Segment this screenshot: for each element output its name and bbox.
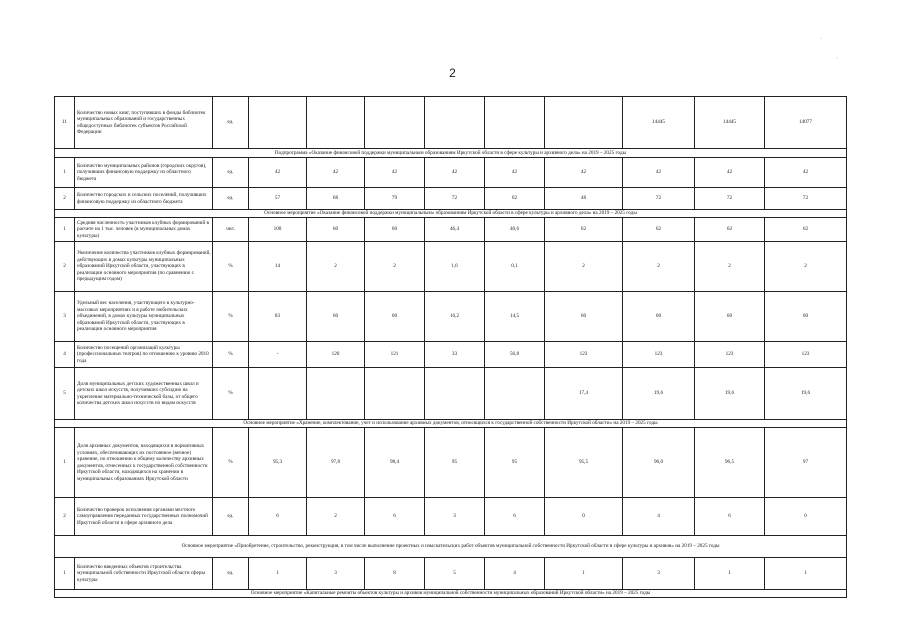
indicator-name-cell: Доля муниципальных детских художественных школ и детских школ искусств, получивших субсидию на укрепление материально-технической базы, от общего количества детских школ искусств по видам искусств — [75, 368, 213, 420]
value-cell: 42 — [485, 158, 545, 188]
value-cell — [249, 97, 307, 149]
value-cell: 5 — [425, 558, 485, 590]
row-number-cell: 2 — [55, 242, 75, 292]
value-cell: 57 — [249, 188, 307, 210]
value-cell: 6 — [485, 498, 545, 536]
row-number-cell: 11 — [55, 97, 75, 149]
value-cell: 19,6 — [623, 368, 695, 420]
value-cell: 97,8 — [307, 428, 365, 498]
value-cell: 16,2 — [425, 292, 485, 342]
indicator-name-cell: Средняя численность участников клубных формирований в расчете на 1 тыс. человек (в муниципальных домах культуры) — [75, 218, 213, 242]
value-cell: 1 — [765, 558, 847, 590]
unit-cell: % — [213, 342, 249, 368]
value-cell: 2 — [365, 242, 425, 292]
unit-cell: ед. — [213, 188, 249, 210]
value-cell: 1 — [249, 558, 307, 590]
value-cell: 95,5 — [545, 428, 623, 498]
value-cell: 48 — [545, 188, 623, 210]
indicator-name-cell: Количество проверок исполнения органами местного самоуправления переданных государственных полномочий Иркутской области в сфере архивного дела — [75, 498, 213, 536]
value-cell: 62 — [545, 218, 623, 242]
row-number-cell: 1 — [55, 218, 75, 242]
value-cell: 6 — [365, 498, 425, 536]
value-cell: 4 — [623, 498, 695, 536]
section-row — [55, 536, 847, 558]
value-cell: 95,3 — [249, 428, 307, 498]
scan-speck: · — [836, 56, 838, 62]
value-cell: - — [249, 342, 307, 368]
value-cell: 14445 — [623, 97, 695, 149]
value-cell — [365, 97, 425, 149]
value-cell: 3 — [307, 558, 365, 590]
unit-cell: ед. — [213, 498, 249, 536]
value-cell: 0,1 — [485, 242, 545, 292]
value-cell: 0 — [765, 498, 847, 536]
value-cell: 68 — [307, 188, 365, 210]
value-cell: 42 — [765, 158, 847, 188]
unit-cell: % — [213, 428, 249, 498]
value-cell: 123 — [623, 342, 695, 368]
value-cell: 14 — [249, 242, 307, 292]
table-row — [55, 292, 847, 342]
value-cell: 95 — [485, 428, 545, 498]
value-cell: 42 — [623, 158, 695, 188]
table-row — [55, 188, 847, 210]
section-title: Подпрограмма «Оказание финансовой поддержки муниципальным образованиям Иркутской области в сфере культуры и архивного дела» на 2019 – 2025 годы — [55, 149, 847, 158]
indicator-name-cell: Увеличение количества участников клубных формирований, действующих в домах культуры муниципальных образований Иркутской области, участвующих в реализации основного мероприятия (по сравнению с предыдущим годом) — [75, 242, 213, 292]
unit-cell: % — [213, 292, 249, 342]
section-title: Основное мероприятие «Оказание финансовой поддержки муниципальным» образованиям Иркутской области в сфере культуры и архивного дела» на 2019 – 2025 годы — [55, 210, 847, 218]
value-cell — [365, 368, 425, 420]
value-cell: 1,6 — [425, 242, 485, 292]
unit-cell: ед. — [213, 97, 249, 149]
value-cell: 60 — [365, 292, 425, 342]
table-row — [55, 558, 847, 590]
indicator-name-cell: Количество новых книг, поступивших в фонды библиотек муниципальных образований и государственных общедоступных библиотек субъектов Российской Федерации — [75, 97, 213, 149]
value-cell: 14445 — [695, 97, 765, 149]
section-title: Основное мероприятие «Приобретение, строительство, реконструкция, в том числе выполнение проектных и изыскательских работ объектов муниципальной собственности Иркутской области в сфере культуры и архивов» на 2019 – 2025 годы — [55, 536, 847, 558]
value-cell: 19,6 — [695, 368, 765, 420]
value-cell: 121 — [365, 342, 425, 368]
value-cell: 6 — [695, 498, 765, 536]
value-cell: 98,4 — [365, 428, 425, 498]
section-row — [55, 210, 847, 218]
value-cell: 60 — [307, 292, 365, 342]
row-number-cell: 2 — [55, 498, 75, 536]
unit-cell: % — [213, 242, 249, 292]
value-cell: 2 — [545, 242, 623, 292]
value-cell: 100 — [249, 218, 307, 242]
value-cell: 2 — [623, 242, 695, 292]
value-cell: 40,6 — [485, 218, 545, 242]
row-number-cell: 1 — [55, 158, 75, 188]
value-cell: 79 — [365, 188, 425, 210]
value-cell: 1 — [695, 558, 765, 590]
value-cell: 56,8 — [485, 342, 545, 368]
page-number: 2 — [449, 66, 456, 80]
value-cell: 60 — [307, 218, 365, 242]
value-cell: 42 — [545, 158, 623, 188]
value-cell: 42 — [249, 158, 307, 188]
value-cell: 8 — [365, 558, 425, 590]
value-cell: 60 — [545, 292, 623, 342]
value-cell: 72 — [623, 188, 695, 210]
table-row — [55, 368, 847, 420]
value-cell: 17,4 — [545, 368, 623, 420]
value-cell: 42 — [307, 158, 365, 188]
value-cell: 96,0 — [623, 428, 695, 498]
value-cell: 62 — [485, 188, 545, 210]
row-number-cell: 2 — [55, 188, 75, 210]
value-cell: 72 — [765, 188, 847, 210]
value-cell: 60 — [365, 218, 425, 242]
value-cell: 2 — [765, 242, 847, 292]
value-cell — [425, 368, 485, 420]
section-row — [55, 149, 847, 158]
value-cell: 62 — [765, 218, 847, 242]
indicator-name-cell: Удельный вес населения, участвующего в культурно-массовых мероприятиях и в работе любительских объединений, в домах культуры муниципальных образований Иркутской области, участвующих в реализации основного мероприятия — [75, 292, 213, 342]
value-cell: 4 — [485, 558, 545, 590]
value-cell: 95 — [425, 428, 485, 498]
indicator-name-cell: Количество муниципальных районов (городских округов), получивших финансовую поддержку из областного бюджета — [75, 158, 213, 188]
value-cell: 123 — [545, 342, 623, 368]
section-row — [55, 420, 847, 428]
value-cell — [307, 97, 365, 149]
table-row — [55, 158, 847, 188]
table-row — [55, 342, 847, 368]
value-cell: 72 — [425, 188, 485, 210]
section-title: Основное мероприятие «Капитальные ремонты объектов культуры и архивов муниципальной собственности муниципальных образований Иркутской области» на 2019 – 2025 годы — [55, 590, 847, 598]
value-cell: 46,4 — [425, 218, 485, 242]
value-cell: 1 — [545, 558, 623, 590]
table-row — [55, 218, 847, 242]
value-cell: 72 — [695, 188, 765, 210]
section-title: Основное мероприятие «Хранение, комплектование, учет и использование архивных документов, относящихся к государственной собственности Иркутской области» на 2019 – 2025 годы — [55, 420, 847, 428]
row-number-cell: 1 — [55, 428, 75, 498]
value-cell — [485, 97, 545, 149]
value-cell: 14,5 — [485, 292, 545, 342]
indicator-name-cell: Доля архивных документов, находящихся в нормативных условиях, обеспечивающих их постоянное (вечное) хранение, по отношению к общему количеству архивных документов, отнесенных к государственной собственности Иркутской области, находящихся на хранении в муниципальных образованиях Иркутской области — [75, 428, 213, 498]
value-cell — [307, 368, 365, 420]
value-cell: 62 — [695, 218, 765, 242]
value-cell: 2 — [695, 242, 765, 292]
row-number-cell: 4 — [55, 342, 75, 368]
value-cell: 120 — [307, 342, 365, 368]
scan-speck: · — [820, 36, 822, 42]
value-cell — [485, 368, 545, 420]
table-row — [55, 498, 847, 536]
value-cell: 3 — [623, 558, 695, 590]
row-number-cell: 5 — [55, 368, 75, 420]
section-row — [55, 590, 847, 598]
value-cell: 60 — [765, 292, 847, 342]
row-number-cell: 1 — [55, 558, 75, 590]
unit-cell: чел. — [213, 218, 249, 242]
value-cell: 2 — [307, 498, 365, 536]
value-cell: 123 — [765, 342, 847, 368]
value-cell: 123 — [695, 342, 765, 368]
indicator-name-cell: Количество введенных объектов строительства муниципальной собственности Иркутской области сферы культуры — [75, 558, 213, 590]
unit-cell: ед. — [213, 558, 249, 590]
row-number-cell: 3 — [55, 292, 75, 342]
table-row — [55, 428, 847, 498]
unit-cell: ед. — [213, 158, 249, 188]
value-cell — [545, 97, 623, 149]
value-cell: 60 — [695, 292, 765, 342]
value-cell: 42 — [695, 158, 765, 188]
value-cell: 42 — [425, 158, 485, 188]
value-cell: 97 — [765, 428, 847, 498]
table-body — [55, 97, 847, 598]
value-cell: 6 — [249, 498, 307, 536]
value-cell: 19,6 — [765, 368, 847, 420]
value-cell: 96,5 — [695, 428, 765, 498]
indicators-table — [54, 96, 847, 598]
value-cell — [425, 97, 485, 149]
unit-cell: % — [213, 368, 249, 420]
value-cell: 60 — [623, 292, 695, 342]
value-cell: 2 — [307, 242, 365, 292]
value-cell: 3 — [425, 498, 485, 536]
value-cell — [249, 368, 307, 420]
table-row — [55, 242, 847, 292]
indicator-name-cell: Количество посещений организаций культуры (профессиональных театров) по отношению к уровню 2010 года — [75, 342, 213, 368]
value-cell: 33 — [425, 342, 485, 368]
table-row — [55, 97, 847, 149]
value-cell: 83 — [249, 292, 307, 342]
value-cell: 14077 — [765, 97, 847, 149]
value-cell: 42 — [365, 158, 425, 188]
indicator-name-cell: Количество городских и сельских поселений, получивших финансовую поддержку из областного бюджета — [75, 188, 213, 210]
value-cell: 62 — [623, 218, 695, 242]
value-cell: 0 — [545, 498, 623, 536]
